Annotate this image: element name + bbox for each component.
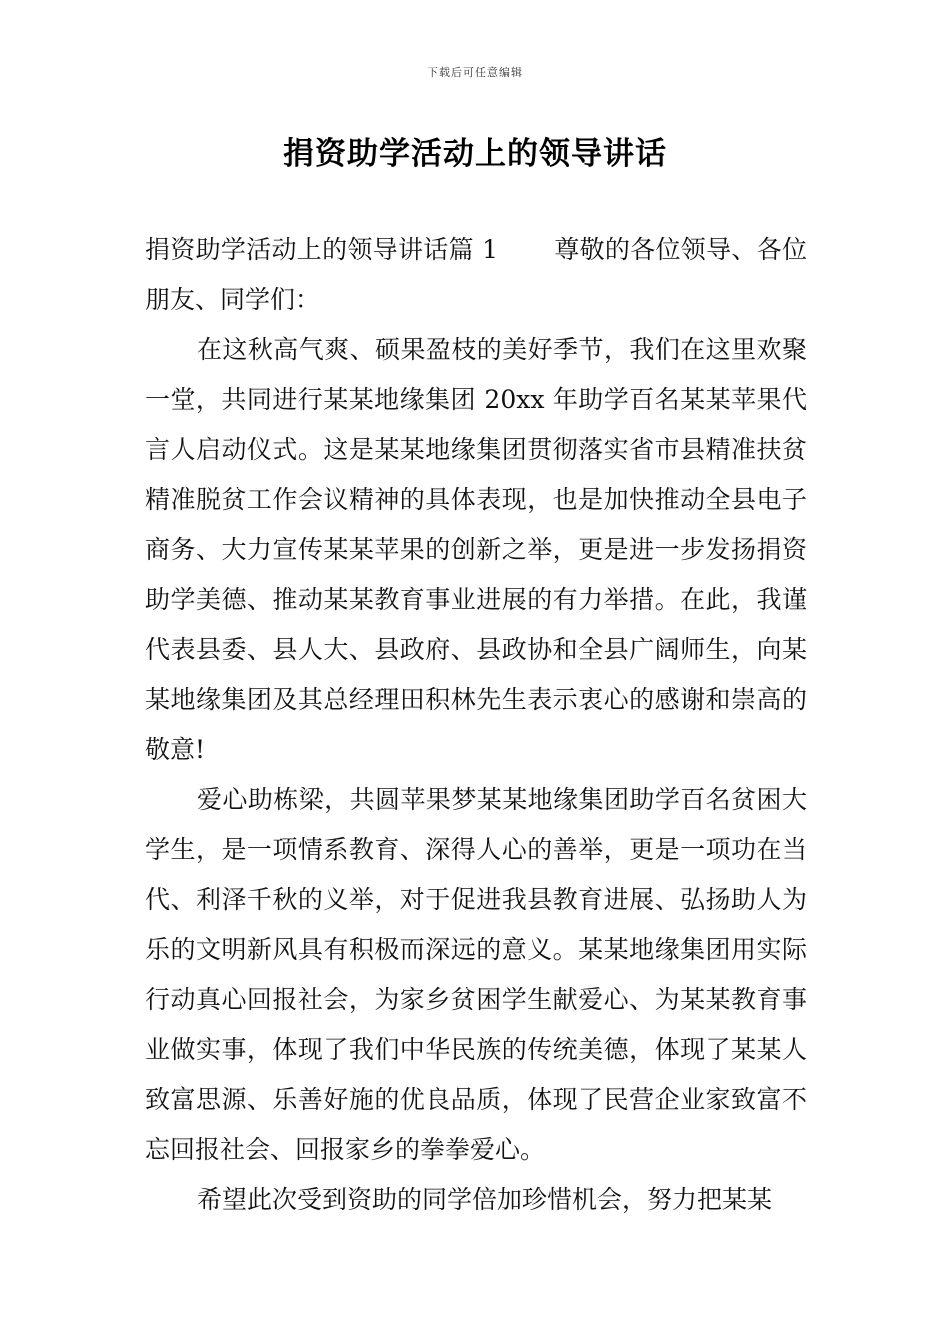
header-note: 下载后可任意编辑 [427,66,523,79]
body-paragraph: 爱心助栋梁，共圆苹果梦某某地缘集团助学百名贫困大学生，是一项情系教育、深得人心的善举，更是一项功在当代、利泽千秋的义举，对于促进我县教育进展、弘扬助人为乐的文明新风具有积极而深远的意义。某某地缘集团用实际行动真心回报社会，为家乡贫困学生献爱心、为某某教育事业做实事，体现了我们中华民族的传统美德，体现了某某人致富思源、乐善好施的优良品质，体现了民营企业家致富不忘回报社会、回报家乡的拳拳爱心。 [145,785,807,1164]
body-paragraph: 在这秋高气爽、硕果盈枝的美好季节，我们在这里欢聚一堂，共同进行某某地缘集团 20xx 年助学百名某某苹果代言人启动仪式。这是某某地缘集团贯彻落实省市县精准扶贫精准脱贫工作会议精神的具体表现，也是加快推动全县电子商务、大力宣传某某苹果的创新之举，更是进一步发扬捐资助学美德、推动某某教育事业进展的有力举措。在此，我谨代表县委、县人大、县政府、县政协和全县广阔师生，向某某地缘集团及其总经理田积林先生表示衷心的感谢和崇高的敬意! [145,335,807,764]
opening-paragraph [145,225,807,325]
salutation: 尊敬的各位领导、各位朋友、同学们： [145,235,807,314]
document-body [145,225,807,1225]
section-label: 捐资助学活动上的领导讲话篇 1 [145,235,499,264]
document-title: 捐资助学活动上的领导讲话 [283,136,667,172]
body-paragraph: 希望此次受到资助的同学倍加珍惜机会，努力把某某 [197,1185,773,1214]
